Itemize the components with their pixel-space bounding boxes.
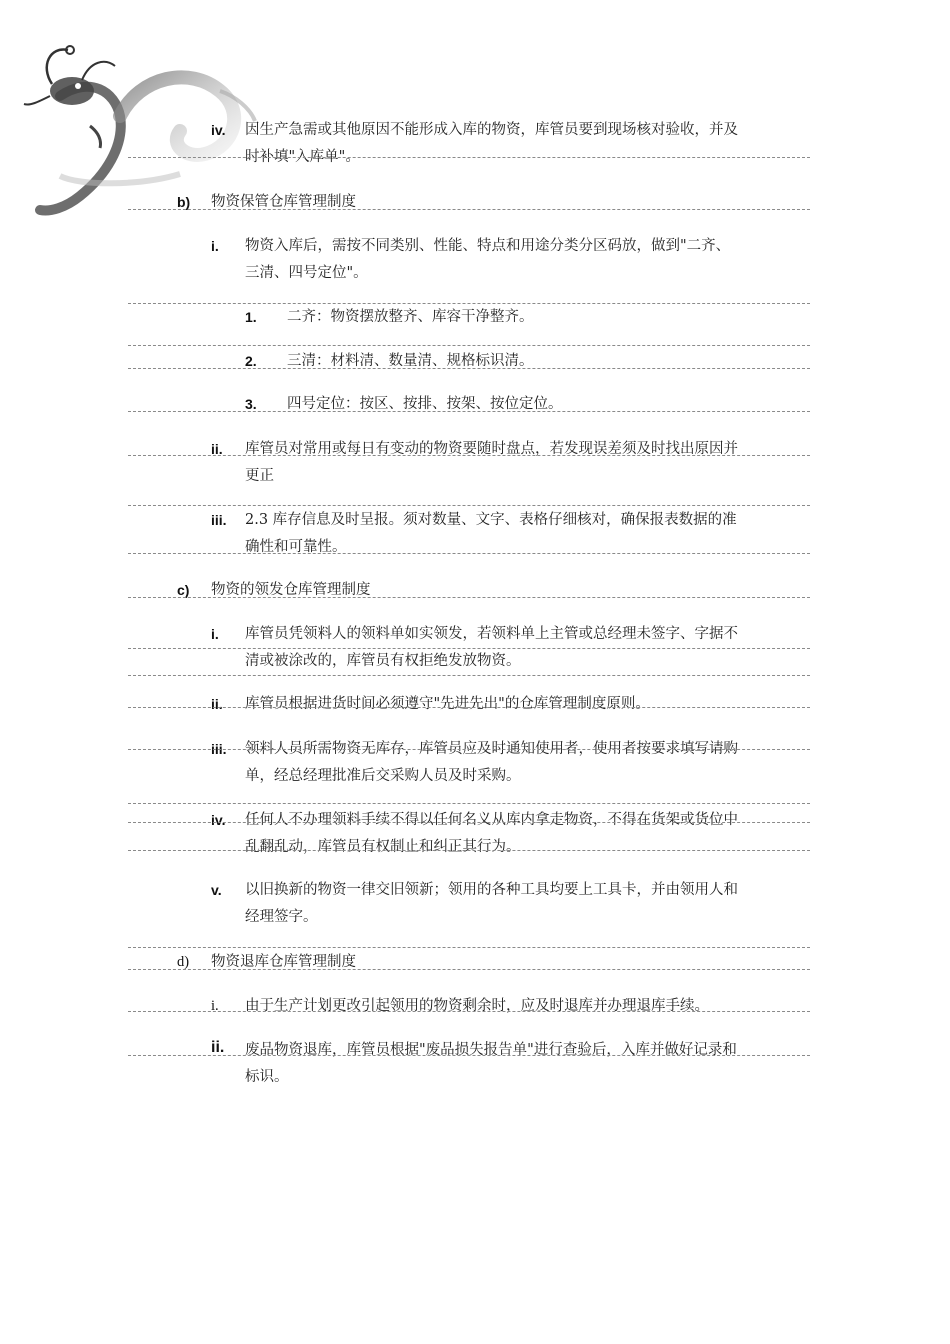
- dashed-divider: [128, 822, 810, 823]
- list-marker: i.: [211, 998, 219, 1014]
- section-title: 物资的领发仓库管理制度: [211, 582, 371, 598]
- list-marker: iii.: [211, 512, 227, 528]
- list-marker: i.: [211, 238, 219, 254]
- item-text-line: 单，经总经理批准后交采购人员及时采购。: [245, 768, 521, 784]
- list-marker: v.: [211, 882, 222, 898]
- item-text-line: 物资入库后，需按不同类别、性能、特点和用途分类分区码放，做到"二齐、: [245, 238, 731, 254]
- item-text-line: 确性和可靠性。: [245, 539, 347, 555]
- item-text-line: 经理签字。: [245, 909, 318, 925]
- item-text-line: 2.3 库存信息及时呈报。须对数量、文字、表格仔细核对，确保报表数据的准: [245, 512, 737, 528]
- list-marker: ii.: [211, 696, 223, 712]
- item-text-line: 领料人员所需物资无库存，库管员应及时通知使用者，使用者按要求填写请购: [245, 741, 738, 757]
- section-marker: b): [177, 194, 191, 210]
- dashed-divider: [128, 455, 810, 456]
- item-text-line: 三清、四号定位"。: [245, 265, 368, 281]
- list-marker: ii.: [211, 1039, 225, 1056]
- list-marker: iv.: [211, 122, 226, 138]
- dashed-divider: [128, 707, 810, 708]
- item-text-line: 库管员根据进货时间必须遵守"先进先出"的仓库管理制度原则。: [245, 696, 650, 712]
- dashed-divider: [128, 675, 810, 676]
- dashed-divider: [128, 345, 810, 346]
- item-text-line: 库管员凭领料人的领料单如实领发，若领料单上主管或总经理未签字、字据不: [245, 626, 738, 642]
- dashed-divider: [128, 648, 810, 649]
- item-text-line: 四号定位：按区、按排、按架、按位定位。: [287, 396, 563, 412]
- dashed-divider: [128, 947, 810, 948]
- section-title: 物资退库仓库管理制度: [211, 954, 356, 970]
- list-marker: iii.: [211, 741, 227, 757]
- item-text-line: 三清：材料清、数量清、规格标识清。: [287, 353, 534, 369]
- item-text-line: 时补填"入库单"。: [245, 149, 360, 165]
- item-text-line: 清或被涂改的，库管员有权拒绝发放物资。: [245, 653, 521, 669]
- dashed-divider: [128, 1055, 810, 1056]
- item-text-line: 由于生产计划更改引起领用的物资剩余时，应及时退库并办理退库手续。: [245, 998, 709, 1014]
- dashed-divider: [128, 749, 810, 750]
- item-text-line: 二齐：物资摆放整齐、库容干净整齐。: [287, 309, 534, 325]
- dashed-divider: [128, 850, 810, 851]
- item-text-line: 库管员对常用或每日有变动的物资要随时盘点，若发现误差须及时找出原因并: [245, 441, 738, 457]
- list-marker: i.: [211, 626, 219, 642]
- dashed-divider: [128, 368, 810, 369]
- dashed-divider: [128, 803, 810, 804]
- list-marker: iv.: [211, 812, 226, 828]
- dashed-divider: [128, 411, 810, 412]
- item-text-line: 标识。: [245, 1069, 289, 1085]
- dashed-divider: [128, 969, 810, 970]
- section-marker: d): [177, 954, 190, 970]
- list-marker: ii.: [211, 441, 223, 457]
- list-marker: 1.: [245, 309, 257, 325]
- dashed-divider: [128, 505, 810, 506]
- list-marker: 2.: [245, 353, 257, 369]
- section-title: 物资保管仓库管理制度: [211, 194, 356, 210]
- dashed-divider: [128, 1011, 810, 1012]
- dashed-divider: [128, 209, 810, 210]
- section-marker: c): [177, 582, 190, 598]
- item-text-line: 任何人不办理领料手续不得以任何名义从库内拿走物资，不得在货架或货位中: [245, 812, 738, 828]
- item-text-line: 乱翻乱动，库管员有权制止和纠正其行为。: [245, 839, 521, 855]
- dashed-divider: [128, 597, 810, 598]
- list-marker: 3.: [245, 396, 257, 412]
- item-text-line: 因生产急需或其他原因不能形成入库的物资，库管员要到现场核对验收，并及: [245, 122, 738, 138]
- item-text-line: 废品物资退库，库管员根据"废品损失报告单"进行查验后，入库并做好记录和: [245, 1042, 737, 1058]
- dashed-divider: [128, 157, 810, 158]
- item-text-line: 以旧换新的物资一律交旧领新；领用的各种工具均要上工具卡，并由领用人和: [245, 882, 738, 898]
- item-text-line: 更正: [245, 468, 274, 484]
- dashed-divider: [128, 553, 810, 554]
